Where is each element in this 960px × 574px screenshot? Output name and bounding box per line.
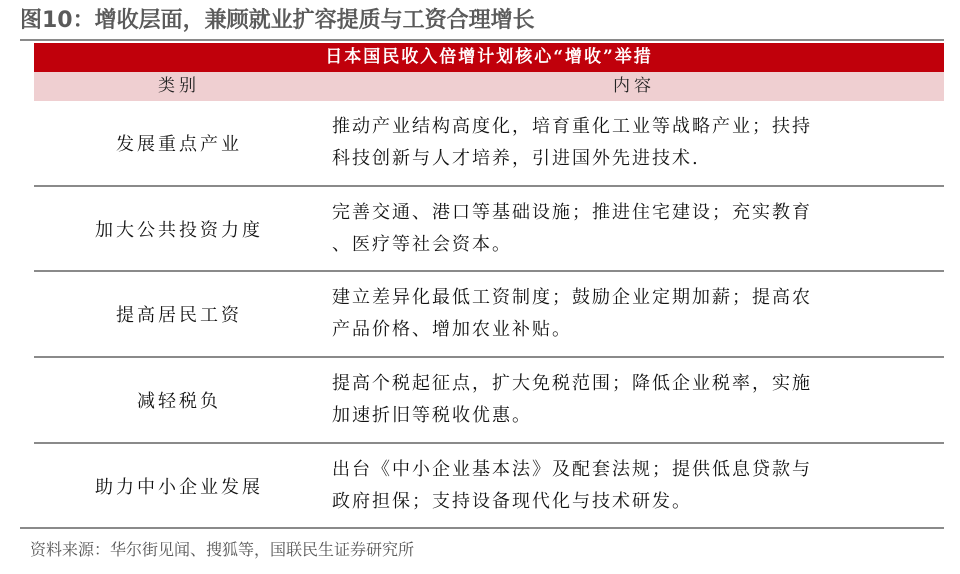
content-line: 提高个税起征点，扩大免税范围；降低企业税率，实施	[332, 373, 812, 394]
table-row-tax-relief	[34, 358, 944, 444]
table-row-wages	[34, 272, 944, 358]
measures-table	[34, 43, 944, 527]
row-content	[324, 368, 944, 432]
content-line: 建立差异化最低工资制度；鼓励企业定期加薪；提高农	[332, 287, 812, 308]
row-category: 助力中小企业发展	[95, 476, 263, 498]
content-line: 完善交通、港口等基础设施；推进住宅建设；充实教育	[332, 201, 812, 223]
table-row-key-industries	[34, 101, 944, 187]
row-content	[324, 282, 944, 346]
table-header	[34, 72, 944, 101]
content-line: 推动产业结构高度化，培育重化工业等战略产业；扶持	[332, 116, 812, 137]
row-content	[324, 197, 944, 261]
content-line: 产品价格、增加农业补贴。	[332, 319, 572, 340]
header-content: 内容	[613, 76, 655, 96]
row-category: 加大公共投资力度	[95, 219, 263, 241]
row-content	[324, 454, 944, 518]
bottom-rule	[20, 527, 944, 529]
source-note: 资料来源：华尔街见闻、搜狐等，国联民生证券研究所	[30, 540, 415, 559]
row-category: 发展重点产业	[116, 134, 242, 155]
content-line: 政府担保；支持设备现代化与技术研发。	[332, 490, 692, 512]
table-banner: 日本国民收入倍增计划核心“增收”举措	[34, 43, 944, 72]
row-content	[324, 111, 944, 175]
content-line: 加速折旧等税收优惠。	[332, 405, 532, 426]
header-category: 类别	[158, 76, 200, 96]
figure-title: 图10：增收层面，兼顾就业扩容提质与工资合理增长	[20, 8, 535, 33]
content-line: 、医疗等社会资本。	[332, 233, 512, 255]
content-line: 出台《中小企业基本法》及配套法规；提供低息贷款与	[332, 458, 812, 480]
table-row-sme	[34, 444, 944, 527]
content-line: 科技创新与人才培养，引进国外先进技术.	[332, 148, 700, 169]
top-rule	[20, 39, 944, 41]
row-category: 减轻税负	[137, 391, 221, 412]
row-category: 提高居民工资	[116, 305, 242, 326]
table-row-public-investment	[34, 187, 944, 272]
